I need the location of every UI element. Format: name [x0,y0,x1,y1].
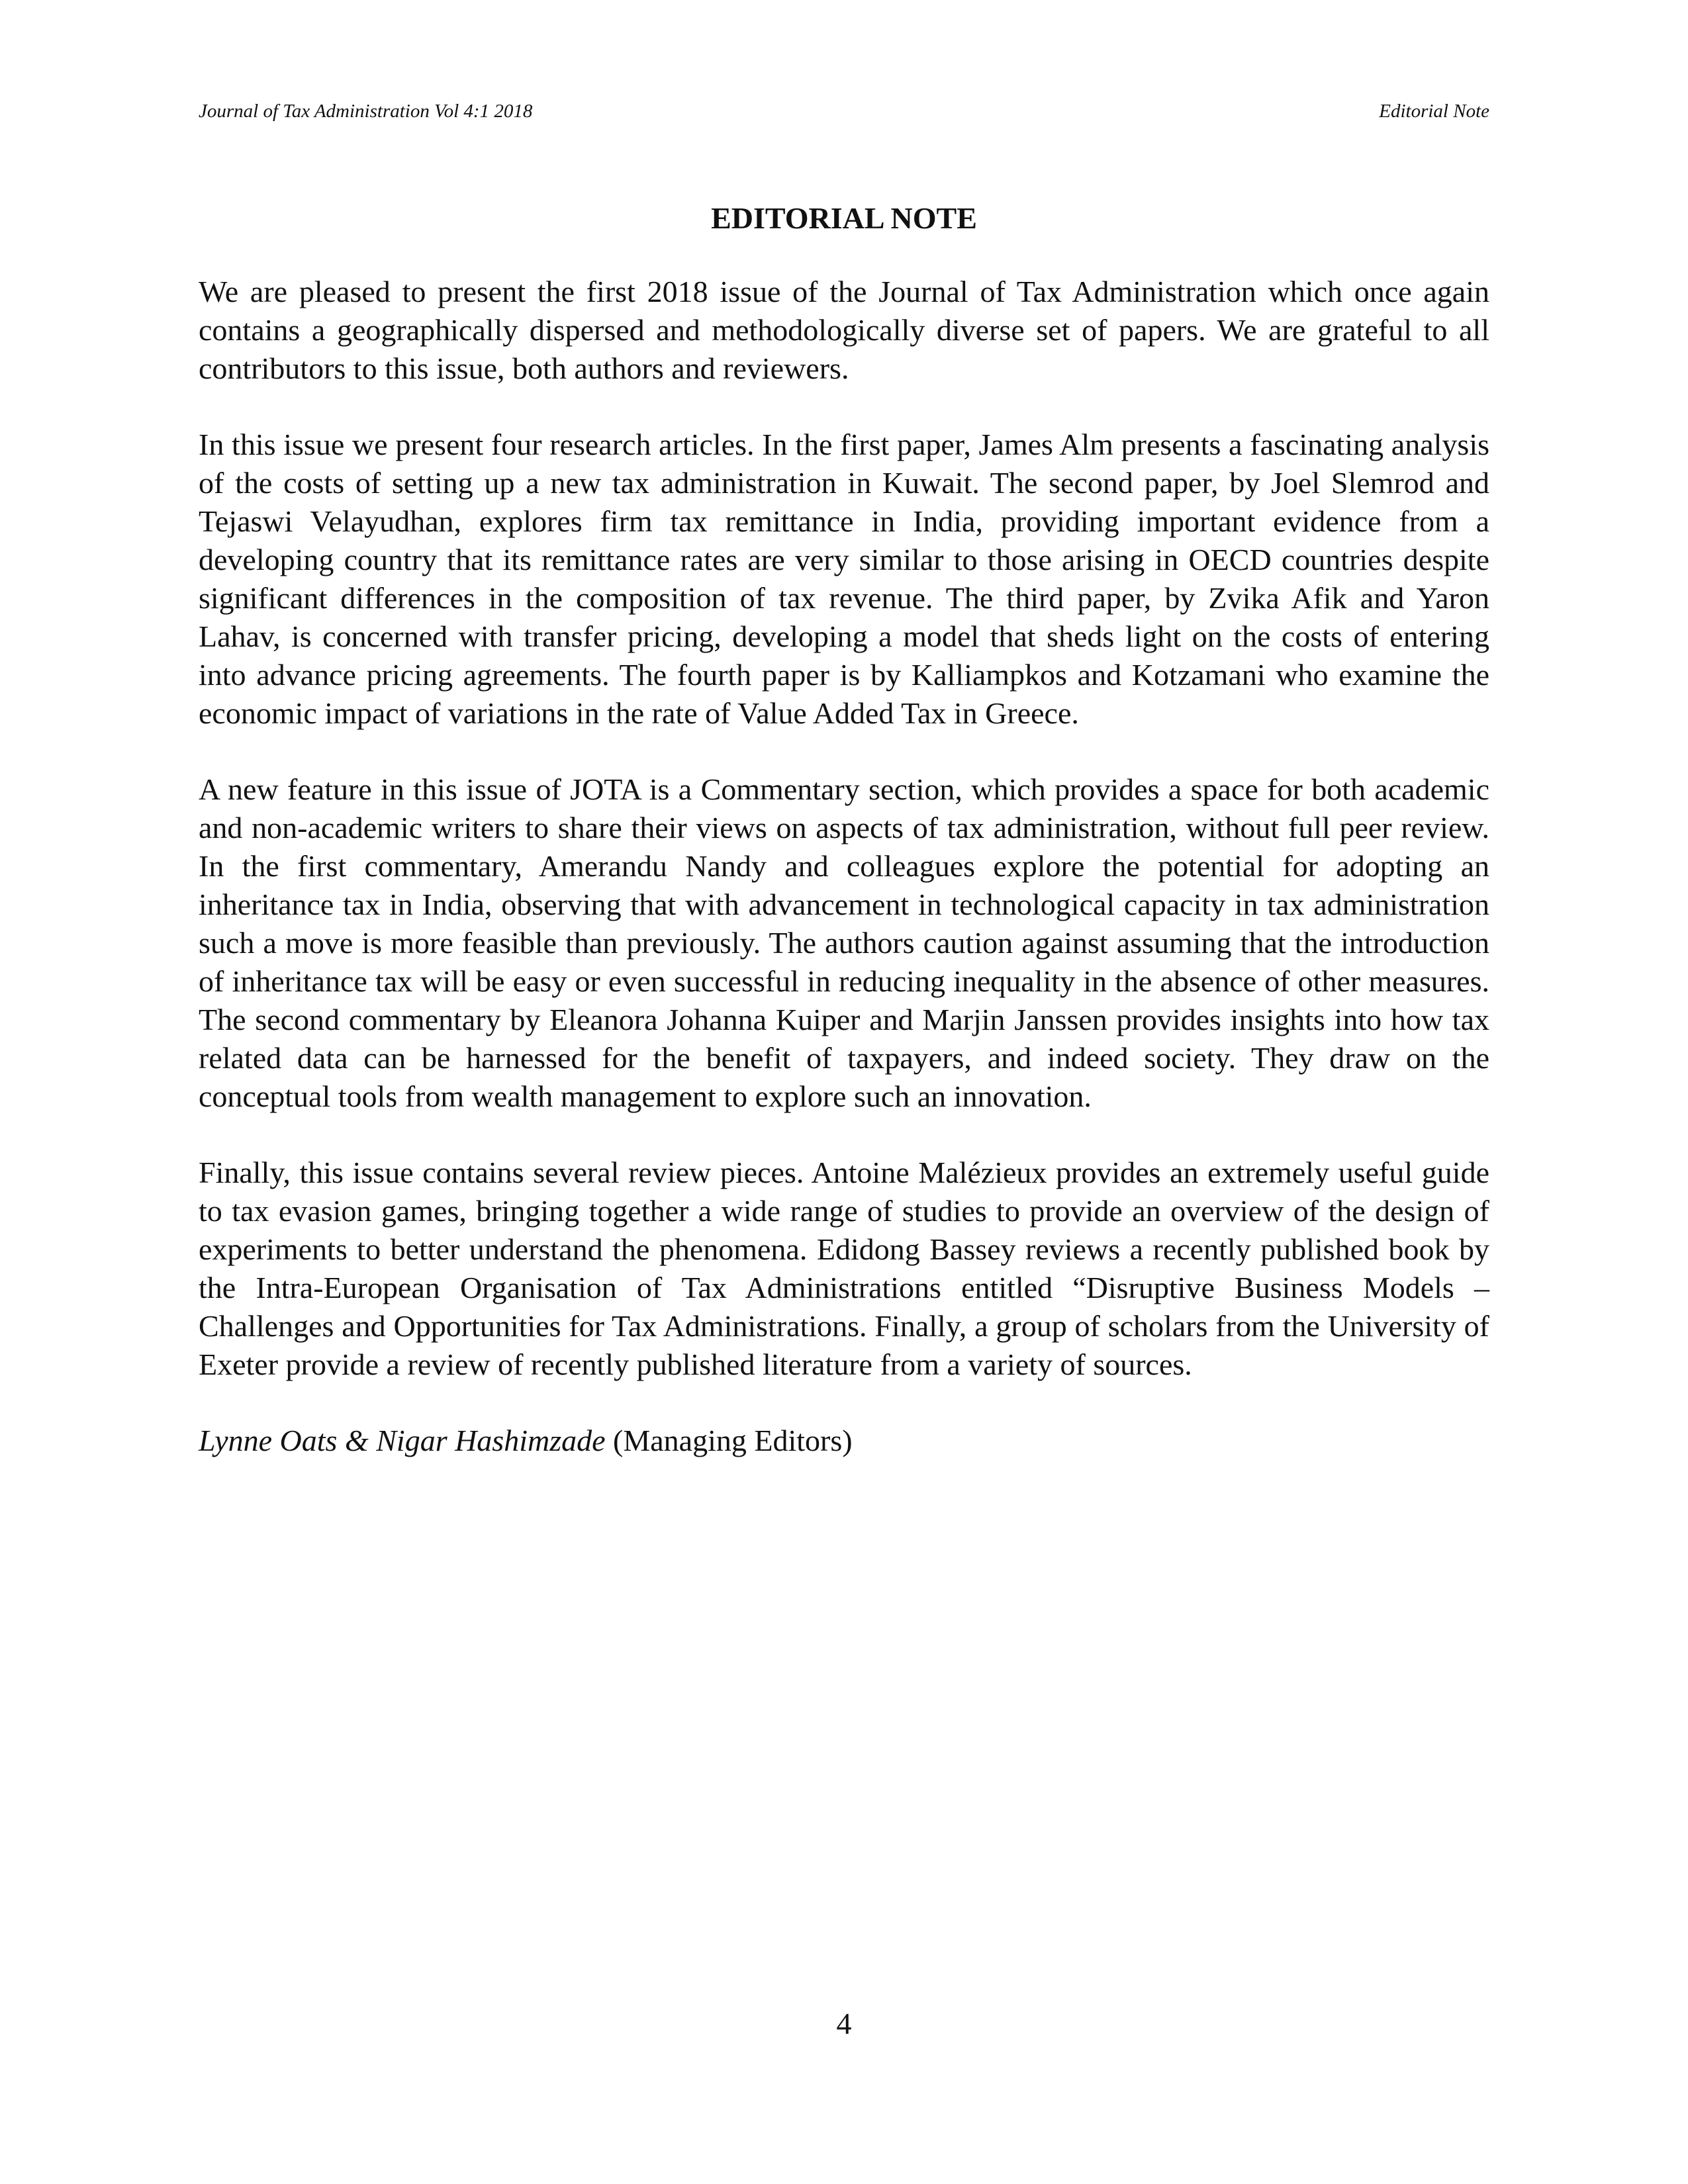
running-head [199,98,1489,124]
editor-role: (Managing Editors) [613,1424,853,1457]
paragraph-commentary: A new feature in this issue of JOTA is a Commentary section, which provides a space for both academic and non-academic writers to share their views on aspects of tax administration, without full peer review. In the first commentary, Amerandu Nandy and colleagues explore the potential for adopting an inheritance tax in India, observing that with advancement in technological capacity in tax administration such a move is more feasible than previously. The authors caution against assuming that the introduction of inheritance tax will be easy or even successful in reducing inequality in the absence of other measures. The second commentary by Eleanora Johanna Kuiper and Marjin Janssen provides insights into how tax related data can be harnessed for the benefit of taxpayers, and indeed society. They draw on the conceptual tools from wealth management to explore such an innovation. [199,772,1489,1113]
paragraph-reviews: Finally, this issue contains several review pieces. Antoine Malézieux provides an extremely useful guide to tax evasion games, bringing together a wide range of studies to provide an overview of the design of experiments to better understand the phenomena. Edidong Bassey reviews a recently published book by the Intra-European Organisation of Tax Administrations entitled “Disruptive Business Models – Challenges and Opportunities for Tax Administrations. Finally, a group of scholars from the University of Exeter provide a review of recently published literature from a variety of sources. [199,1156,1489,1381]
editor-names: Lynne Oats & Nigar Hashimzade [199,1424,606,1457]
paragraph-research-articles: In this issue we present four research articles. In the first paper, James Alm presents a fascinating analysis of the costs of setting up a new tax administration in Kuwait. The second paper, by Joel Slemrod and Tejaswi Velayudhan, explores firm tax remittance in India, providing important evidence from a developing country that its remittance rates are very similar to those arising in OECD countries despite significant differences in the composition of tax revenue. The third paper, by Zvika Afik and Yaron Lahav, is concerned with transfer pricing, developing a model that sheds light on the costs of entering into advance pricing agreements. The fourth paper is by Kalliampkos and Kotzamani who examine the economic impact of variations in the rate of Value Added Tax in Greece. [199,428,1489,730]
page-title: EDITORIAL NOTE [711,201,977,235]
signature [199,1422,1489,1460]
page-number: 4 [836,2007,852,2040]
paragraph-intro: We are pleased to present the first 2018 issue of the Journal of Tax Administration which once again contains a geographically dispersed and methodologically diverse set of papers. We are grateful to all contributors to this issue, both authors and reviewers. [199,275,1489,385]
journal-citation: Journal of Tax Administration Vol 4:1 2018 [199,101,533,122]
section-label: Editorial Note [1379,101,1489,122]
editorial-body [199,273,1489,1460]
